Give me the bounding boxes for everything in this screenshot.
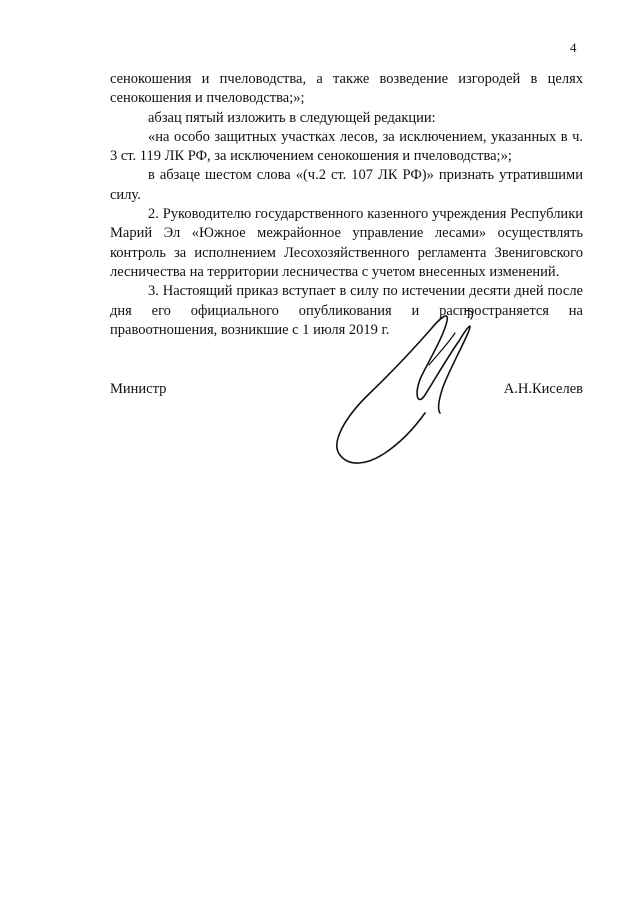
document-body [110,70,583,340]
handwritten-signature [325,305,485,480]
signer-title: Министр [110,381,167,397]
paragraph-item-3: 3. Настоящий приказ вступает в силу по истечении десяти дней после дня его официального опубликования и распространяется на правоотношения, возникшие с 1 июля 2019 г. [110,283,583,338]
paragraph-abzac-shestoj: в абзаце шестом слова «(ч.2 ст. 107 ЛК РФ)» признать утратившими силу. [110,167,583,203]
page-number: 4 [570,40,577,55]
paragraph-continuation: сенокошения и пчеловодства, а также возведение изгородей в целях сенокошения и пчеловодства;»; [110,71,583,107]
signer-name: А.Н.Киселев [503,381,583,397]
paragraph-quote: «на особо защитных участках лесов, за исключением, указанных в ч. 3 ст. 119 ЛК РФ, за исключением сенокошения и пчеловодства;»; [110,128,583,165]
paragraph-abzac-pyatyj: абзац пятый изложить в следующей редакции: [148,109,436,126]
paragraph-item-2: 2. Руководителю государственного казенного учреждения Республики Марий Эл «Южное межрайонное управление лесами» осуществлять контроль за исполнением Лесохозяйственного регламента Звениговского лесничества на территории лесничества с учетом внесенных изменений. [110,206,583,280]
